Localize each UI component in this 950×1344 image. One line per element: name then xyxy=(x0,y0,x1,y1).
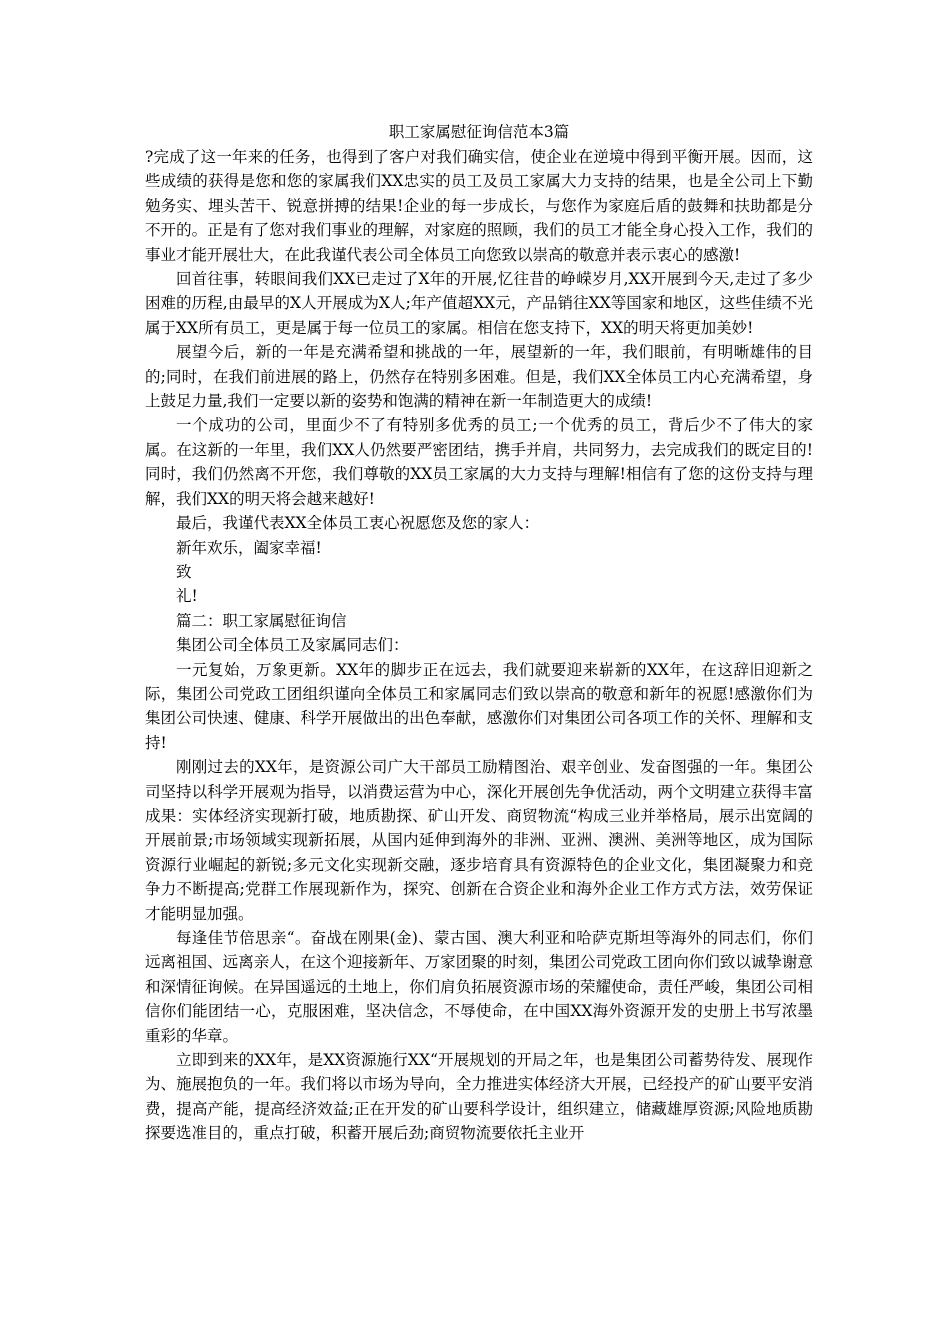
paragraph: 展望今后，新的一年是充满希望和挑战的一年，展望新的一年，我们眼前，有明晰雄伟的目的;同时，在我们前进展的路上，仍然存在特别多困难。但是，我们XX全体员工内心充满希望，身上鼓足力量,我们一定要以新的姿势和饱满的精神在新一年制造更大的成绩! xyxy=(145,343,813,411)
paragraph: 礼! xyxy=(176,587,198,606)
paragraph: 立即到来的XX年，是XX资源施行XX“开展规划的开局之年，也是集团公司蓄势待发、展现作为、施展抱负的一年。我们将以市场为导向，全力推进实体经济大开展，已经投产的矿山要平安消费，提高产能，提高经济效益;正在开发的矿山要科学设计，组织建立，储藏雄厚资源;风险地质勘探要选准目的，重点打破，积蓄开展后劲;商贸物流要依托主业开 xyxy=(145,1051,813,1143)
paragraph: 一个成功的公司，里面少不了有特别多优秀的员工;一个优秀的员工，背后少不了伟大的家属。在这新的一年里，我们XX人仍然要严密团结，携手并肩，共同努力，去完成我们的既定目的!同时，我们仍然离不开您，我们尊敬的XX员工家属的大力支持与理解!相信有了您的这份支持与理解，我们XX的明天将会越来越好! xyxy=(145,416,813,508)
paragraph: 刚刚过去的XX年，是资源公司广大干部员工励精图治、艰辛创业、发奋图强的一年。集团公司坚持以科学开展观为指导，以消费运营为中心，深化开展创先争优活动，两个文明建立获得丰富成果：实体经济实现新打破，地质勘探、矿山开发、商贸物流“构成三业并举格局，展示出宽阔的开展前景;市场领域实现新拓展，从国内延伸到海外的非洲、亚洲、澳洲、美洲等地区，成为国际资源行业崛起的新锐;多元文化实现新交融，逐步培育具有资源特色的企业文化，集团凝聚力和竞争力不断提高;党群工作展现新作为，探究、创新在合资企业和海外企业工作方式方法，效劳保证才能明显加强。 xyxy=(145,758,813,923)
paragraph: 新年欢乐，阖家幸福! xyxy=(176,538,322,557)
paragraph: 篇二：职工家属慰征询信 xyxy=(176,611,347,630)
document-body xyxy=(145,145,813,1146)
document-page xyxy=(145,120,813,1146)
paragraph: 一元复始，万象更新。XX年的脚步正在远去，我们就要迎来崭新的XX年，在这辞旧迎新之际，集团公司党政工团组织谨向全体员工和家属同志们致以崇高的敬意和新年的祝愿!感激你们为集团公司快速、健康、科学开展做出的出色奉献，感激你们对集团公司各项工作的关怀、理解和支持! xyxy=(145,660,813,752)
paragraph: 回首往事，转眼间我们XX已走过了X年的开展,忆往昔的峥嵘岁月,XX开展到今天,走过了多少困难的历程,由最早的X人开展成为X人;年产值超XX元，产品销往XX等国家和地区，这些佳绩不光属于XX所有员工，更是属于每一位员工的家属。相信在您支持下，XX的明天将更加美妙! xyxy=(145,270,813,337)
document-title: 职工家属慰征询信范本3篇 xyxy=(388,123,570,141)
paragraph: 每逢佳节倍思亲“。奋战在刚果(金)、蒙古国、澳大利亚和哈萨克斯坦等海外的同志们，你们远离祖国、远离亲人，在这个迎接新年、万家团聚的时刻，集团公司党政工团向你们致以诚挚谢意和深情征询候。在异国遥远的土地上，你们肩负拓展资源市场的荣耀使命，责任严峻，集团公司相信你们能团结一心，克服困难，坚决信念，不辱使命，在中国XX海外资源开发的史册上书写浓墨重彩的华章。 xyxy=(145,929,813,1045)
paragraph: ?完成了这一年来的任务，也得到了客户对我们确实信，使企业在逆境中得到平衡开展。因而，这些成绩的获得是您和您的家属我们XX忠实的员工及员工家属大力支持的结果，也是全公司上下勤勉务实、埋头苦干、锐意拼搏的结果!企业的每一步成长，与您作为家庭后盾的鼓舞和扶助都是分不开的。正是有了您对我们事业的理解，对家庭的照顾，我们的员工才能全身心投入工作，我们的事业才能开展壮大，在此我谨代表公司全体员工向您致以崇高的敬意并表示衷心的感激! xyxy=(145,148,813,264)
paragraph: 最后，我谨代表XX全体员工衷心祝愿您及您的家人： xyxy=(176,514,540,533)
paragraph: 致 xyxy=(176,562,192,581)
paragraph: 集团公司全体员工及家属同志们： xyxy=(176,636,409,655)
